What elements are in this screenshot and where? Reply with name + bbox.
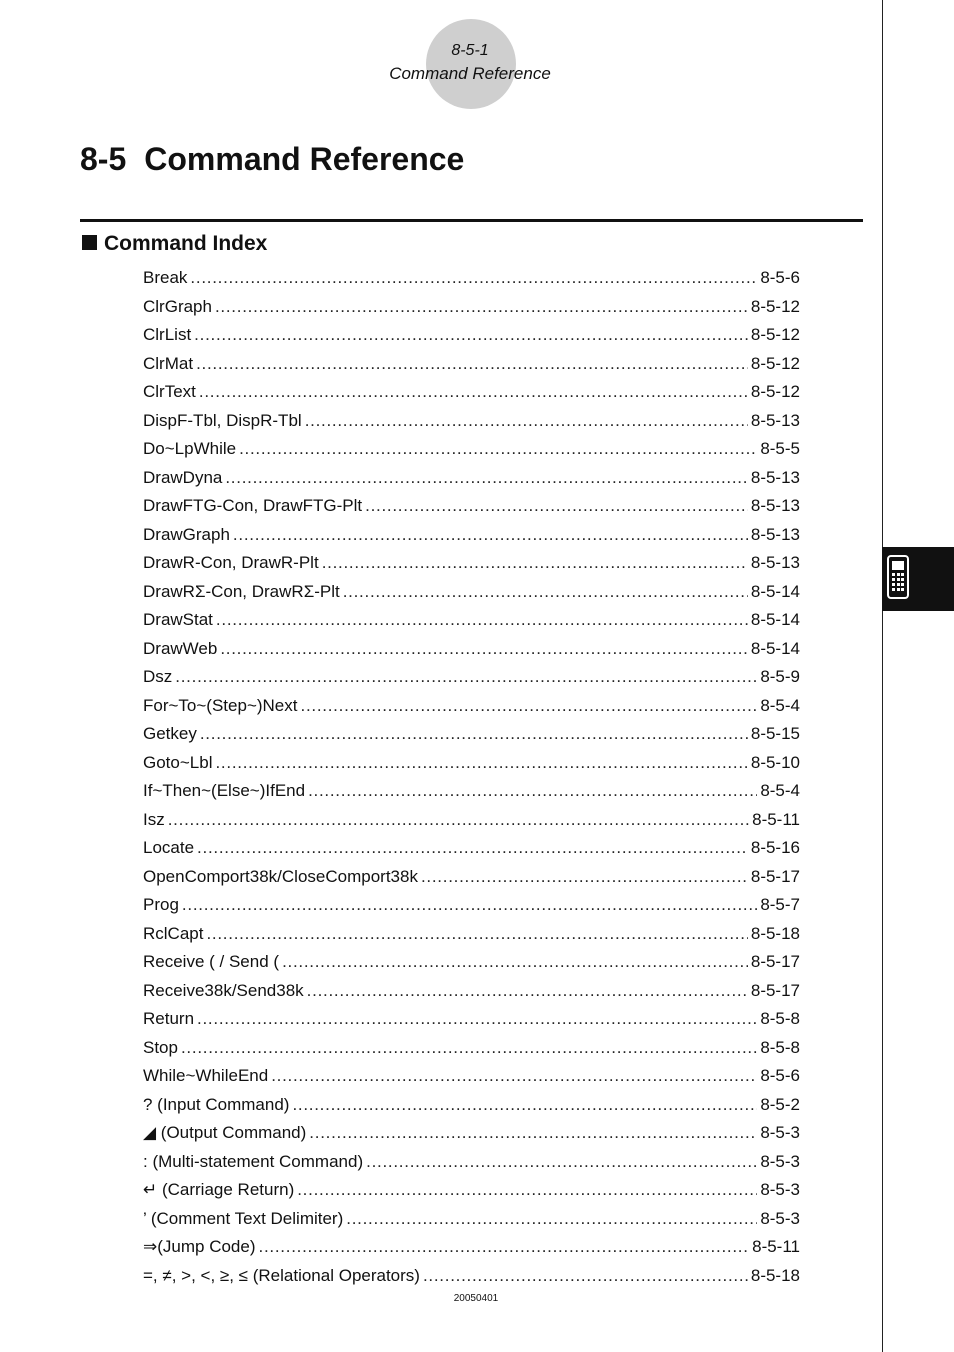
entry-name: ClrGraph xyxy=(143,296,212,316)
entry-page: 8-5-18 xyxy=(750,923,800,943)
entry-page: 8-5-13 xyxy=(750,467,800,487)
dot-leader xyxy=(239,439,757,459)
entry-name: ⇒(Jump Code) xyxy=(143,1237,256,1256)
index-entry xyxy=(143,1209,800,1238)
entry-name: Prog xyxy=(143,895,179,914)
entry-page: 8-5-12 xyxy=(750,382,800,401)
index-entry xyxy=(143,867,800,896)
entry-name: Receive38k/Send38k xyxy=(143,980,304,1000)
dot-leader xyxy=(309,1123,757,1143)
entry-name: For~To~(Step~)Next xyxy=(143,695,298,715)
entry-name: DrawRΣ-Con, DrawRΣ-Plt xyxy=(143,581,340,601)
index-entry xyxy=(143,696,800,725)
index-entry xyxy=(143,525,800,554)
index-entry xyxy=(143,810,800,839)
chapter-rule xyxy=(80,219,863,222)
entry-name: ? (Input Command) xyxy=(143,1094,290,1114)
entry-name: ClrMat xyxy=(143,353,194,373)
entry-page: 8-5-5 xyxy=(760,439,800,458)
index-entry xyxy=(143,1009,800,1038)
dot-leader xyxy=(194,325,748,345)
index-entry xyxy=(143,1123,800,1152)
dot-leader xyxy=(199,382,748,402)
entry-name: Goto~Lbl xyxy=(143,752,213,772)
entry-name: DrawStat xyxy=(143,610,213,629)
entry-name: : (Multi-statement Command) xyxy=(143,1151,364,1171)
dot-leader xyxy=(305,411,748,431)
entry-name: RclCapt xyxy=(143,923,204,943)
entry-page: 8-5-11 xyxy=(752,809,800,829)
index-entry xyxy=(143,382,800,411)
index-entry xyxy=(143,468,800,497)
chapter-heading xyxy=(80,141,464,178)
index-entry xyxy=(143,1066,800,1095)
footer-code: 20050401 xyxy=(453,1293,499,1304)
entry-page: 8-5-4 xyxy=(760,781,800,800)
entry-page: 8-5-14 xyxy=(750,581,800,601)
dot-leader xyxy=(322,553,748,573)
index-entry xyxy=(143,411,800,440)
dot-leader xyxy=(206,924,747,944)
index-entry xyxy=(143,553,800,582)
entry-name: ClrList xyxy=(143,325,192,344)
entry-name: Getkey xyxy=(143,724,197,743)
entry-page: 8-5-3 xyxy=(760,1123,800,1142)
index-entry xyxy=(143,753,800,782)
entry-page: 8-5-3 xyxy=(760,1180,800,1199)
dot-leader xyxy=(233,525,748,545)
entry-name: Return xyxy=(143,1009,195,1028)
header-title: Command Reference xyxy=(389,64,551,83)
entry-page: 8-5-18 xyxy=(750,1265,800,1285)
index-entry xyxy=(143,354,800,383)
dot-leader xyxy=(282,952,748,972)
entry-name: Stop xyxy=(143,1037,178,1057)
dot-leader xyxy=(301,696,758,716)
index-entry xyxy=(143,268,800,297)
dot-leader xyxy=(168,810,749,830)
dot-leader xyxy=(423,1266,748,1286)
entry-name: DrawR-Con, DrawR-Plt xyxy=(143,553,319,572)
dot-leader xyxy=(215,297,748,317)
entry-name: ClrText xyxy=(143,382,196,401)
dot-leader xyxy=(220,639,748,659)
entry-page: 8-5-13 xyxy=(750,553,800,572)
index-entry xyxy=(143,1266,800,1295)
entry-page: 8-5-8 xyxy=(760,1037,800,1057)
entry-page: 8-5-14 xyxy=(750,638,800,658)
dot-leader xyxy=(365,496,748,516)
dot-leader xyxy=(297,1180,757,1200)
entry-name: ◢ (Output Command) xyxy=(143,1123,307,1142)
entry-page: 8-5-16 xyxy=(750,838,800,857)
dot-leader xyxy=(216,610,748,630)
entry-page: 8-5-12 xyxy=(750,325,800,344)
dot-leader xyxy=(190,268,757,288)
header-page-number: 8-5-1 xyxy=(451,42,489,59)
entry-name: Do~LpWhile xyxy=(143,439,237,458)
entry-page: 8-5-10 xyxy=(750,752,800,772)
index-entry xyxy=(143,1237,800,1266)
dot-leader xyxy=(225,468,748,488)
index-entry xyxy=(143,610,800,639)
index-entry xyxy=(143,981,800,1010)
dot-leader xyxy=(215,753,747,773)
chapter-number: 8-5 xyxy=(80,141,127,177)
entry-page: 8-5-13 xyxy=(750,496,800,515)
dot-leader xyxy=(366,1152,757,1172)
entry-page: 8-5-9 xyxy=(760,667,800,686)
dot-leader xyxy=(200,724,748,744)
index-entry xyxy=(143,325,800,354)
index-entry xyxy=(143,924,800,953)
dot-leader xyxy=(292,1095,757,1115)
section-heading xyxy=(82,232,267,256)
entry-page: 8-5-6 xyxy=(760,268,800,287)
dot-leader xyxy=(346,1209,757,1229)
entry-page: 8-5-14 xyxy=(750,610,800,629)
dot-leader xyxy=(307,981,748,1001)
entry-page: 8-5-17 xyxy=(750,952,800,971)
index-entry xyxy=(143,895,800,924)
entry-name: Break xyxy=(143,268,188,287)
entry-page: 8-5-3 xyxy=(760,1208,800,1228)
chapter-side-tab xyxy=(882,547,954,611)
entry-page: 8-5-7 xyxy=(760,895,800,914)
dot-leader xyxy=(181,1038,757,1058)
index-entry xyxy=(143,1038,800,1067)
entry-page: 8-5-12 xyxy=(750,296,800,316)
dot-leader xyxy=(175,667,757,687)
entry-page: 8-5-17 xyxy=(750,980,800,1000)
entry-page: 8-5-6 xyxy=(760,1066,800,1085)
command-index-list xyxy=(143,268,800,1294)
index-entry xyxy=(143,439,800,468)
dot-leader xyxy=(196,354,748,374)
entry-page: 8-5-2 xyxy=(760,1094,800,1114)
entry-name: Isz xyxy=(143,809,165,829)
square-bullet-icon xyxy=(82,235,97,250)
index-entry xyxy=(143,1180,800,1209)
entry-name: DispF-Tbl, DispR-Tbl xyxy=(143,410,302,430)
entry-name: =, ≠, >, <, ≥, ≤ (Relational Operators) xyxy=(143,1265,420,1285)
entry-name: Receive ( / Send ( xyxy=(143,952,280,971)
index-entry xyxy=(143,781,800,810)
dot-leader xyxy=(421,867,748,887)
entry-name: DrawGraph xyxy=(143,524,230,544)
index-entry xyxy=(143,1152,800,1181)
dot-leader xyxy=(182,895,757,915)
index-entry xyxy=(143,724,800,753)
dot-leader xyxy=(308,781,757,801)
entry-name: Dsz xyxy=(143,667,173,686)
entry-name: ↵ (Carriage Return) xyxy=(143,1180,295,1199)
entry-name: Locate xyxy=(143,838,195,857)
entry-page: 8-5-12 xyxy=(750,353,800,373)
entry-page: 8-5-4 xyxy=(760,695,800,715)
entry-name: DrawWeb xyxy=(143,638,218,658)
chapter-title: Command Reference xyxy=(144,141,465,177)
index-entry xyxy=(143,297,800,326)
index-entry xyxy=(143,838,800,867)
dot-leader xyxy=(271,1066,757,1086)
entry-name: DrawDyna xyxy=(143,467,223,487)
calculator-icon xyxy=(887,555,909,599)
dot-leader xyxy=(343,582,748,602)
entry-name: While~WhileEnd xyxy=(143,1066,269,1085)
entry-page: 8-5-17 xyxy=(750,866,800,886)
entry-name: If~Then~(Else~)IfEnd xyxy=(143,781,306,800)
page-edge-rule xyxy=(882,0,883,1352)
entry-page: 8-5-13 xyxy=(750,524,800,544)
section-title: Command Index xyxy=(104,232,268,255)
dot-leader xyxy=(197,1009,757,1029)
entry-name: DrawFTG-Con, DrawFTG-Plt xyxy=(143,496,363,515)
index-entry xyxy=(143,667,800,696)
index-entry xyxy=(143,582,800,611)
entry-page: 8-5-8 xyxy=(760,1009,800,1028)
index-entry xyxy=(143,496,800,525)
index-entry xyxy=(143,639,800,668)
index-entry xyxy=(143,952,800,981)
index-entry xyxy=(143,1095,800,1124)
dot-leader xyxy=(259,1237,750,1257)
entry-name: OpenComport38k/CloseComport38k xyxy=(143,866,418,886)
entry-page: 8-5-3 xyxy=(760,1151,800,1171)
entry-page: 8-5-15 xyxy=(750,724,800,743)
entry-page: 8-5-13 xyxy=(750,410,800,430)
dot-leader xyxy=(197,838,748,858)
entry-page: 8-5-11 xyxy=(752,1237,800,1256)
entry-name: ’ (Comment Text Delimiter) xyxy=(143,1208,344,1228)
